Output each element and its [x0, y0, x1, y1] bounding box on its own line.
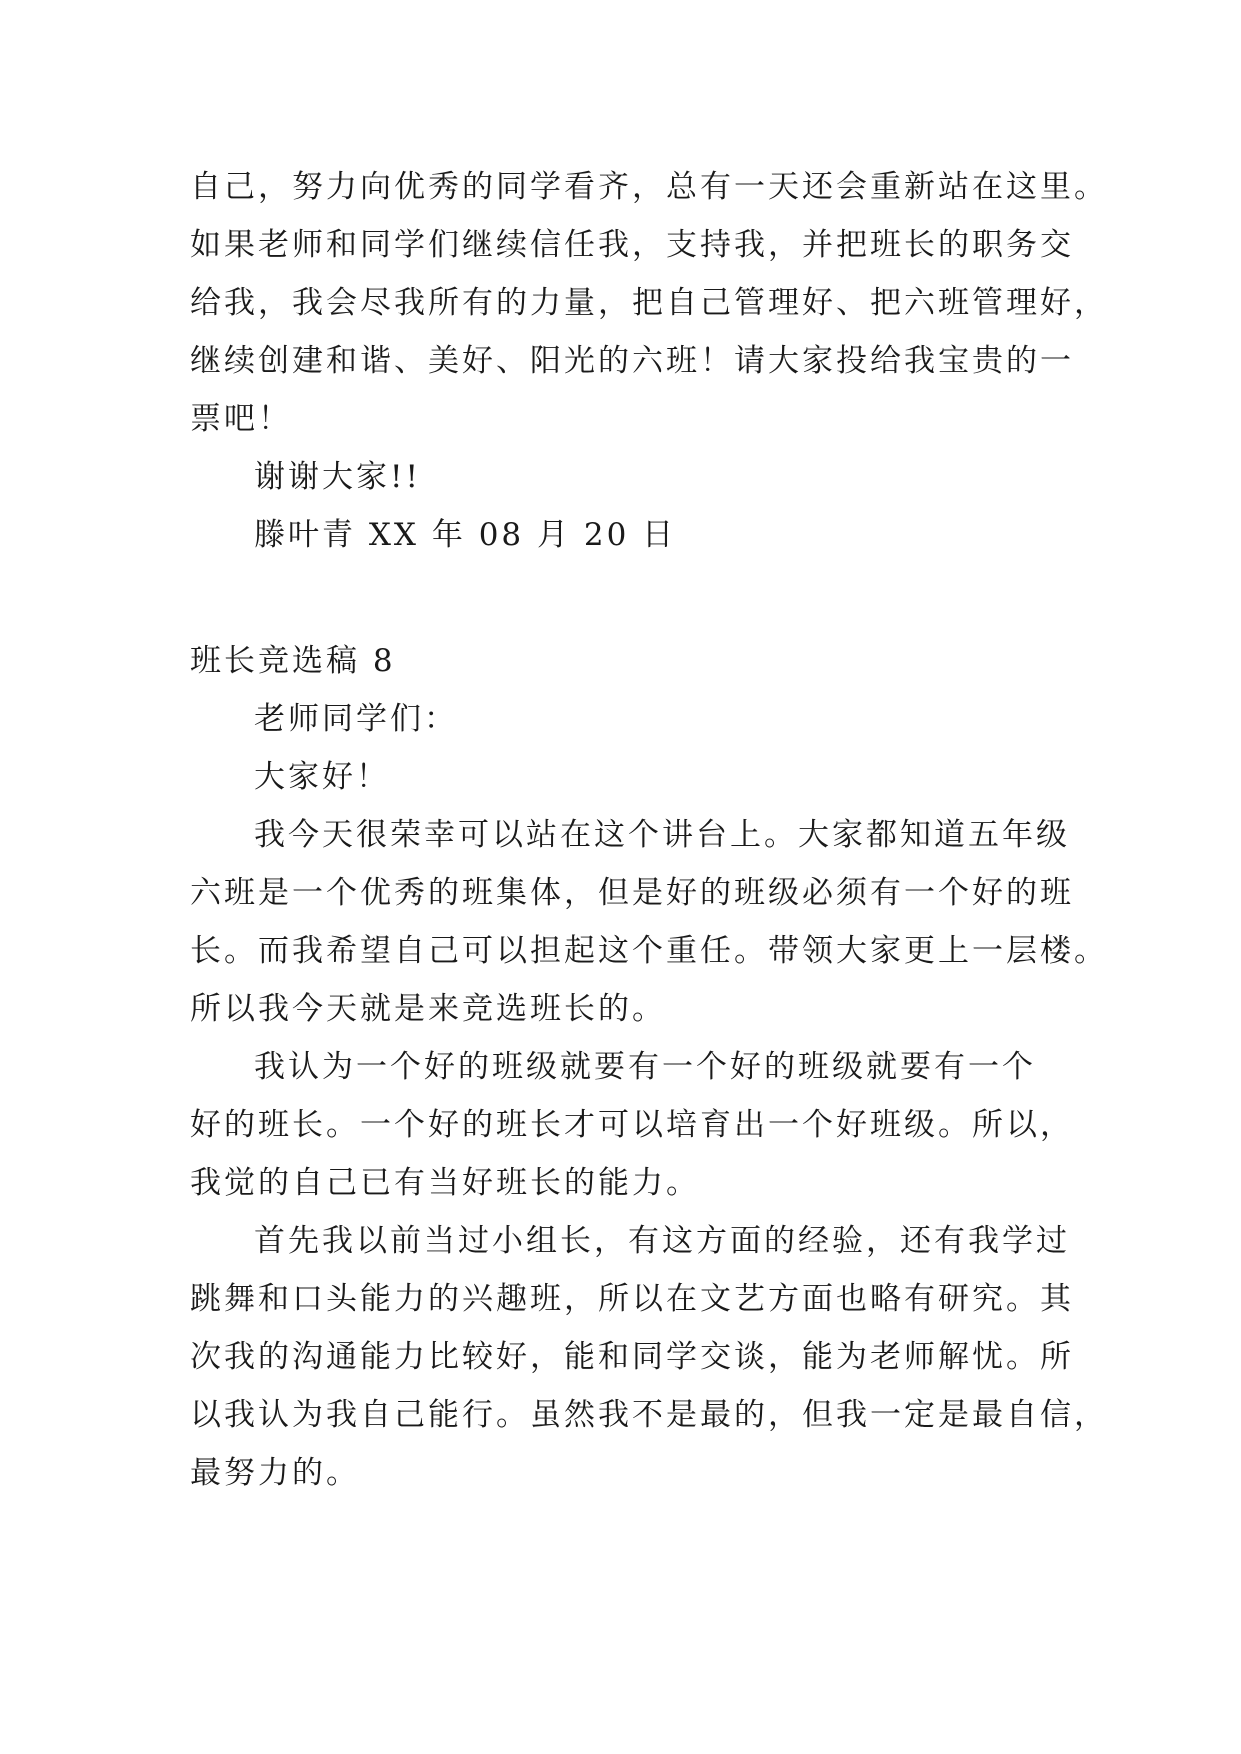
paragraph-line: 好的班长。一个好的班长才可以培育出一个好班级。所以， — [190, 1107, 1074, 1143]
section-spacer — [190, 564, 1055, 622]
paragraph-line: 票吧！ — [190, 401, 292, 437]
paragraph-line: 首先我以前当过小组长，有这方面的经验，还有我学过 — [254, 1223, 1070, 1259]
paragraph-line: 最努力的。 — [190, 1455, 360, 1491]
speech-paragraph-2 — [190, 1038, 1074, 1212]
section-spacer — [190, 622, 1055, 632]
speech-paragraph-3 — [190, 1212, 1108, 1502]
speech-title: 班长竞选稿 8 — [190, 643, 396, 679]
paragraph-line: 我今天很荣幸可以站在这个讲台上。大家都知道五年级 — [254, 817, 1070, 853]
speech-paragraph-1 — [190, 806, 1108, 1038]
paragraph-line: 所以我今天就是来竞选班长的。 — [190, 991, 666, 1027]
paragraph-line: 给我，我会尽我所有的力量，把自己管理好、把六班管理好， — [190, 285, 1108, 321]
salutation-line: 老师同学们： — [254, 701, 458, 737]
paragraph-line: 我认为一个好的班级就要有一个好的班级就要有一个 — [254, 1049, 1036, 1085]
greeting-line: 大家好！ — [254, 759, 390, 795]
document-body — [190, 158, 1108, 1502]
closing-paragraph — [190, 158, 1108, 448]
paragraph-line: 如果老师和同学们继续信任我，支持我，并把班长的职务交 — [190, 227, 1074, 263]
paragraph-line: 长。而我希望自己可以担起这个重任。带领大家更上一层楼。 — [190, 933, 1108, 969]
paragraph-line: 继续创建和谐、美好、阳光的六班！请大家投给我宝贵的一 — [190, 343, 1074, 379]
paragraph-line: 跳舞和口头能力的兴趣班，所以在文艺方面也略有研究。其 — [190, 1281, 1074, 1317]
paragraph-line: 以我认为我自己能行。虽然我不是最的，但我一定是最自信， — [190, 1397, 1108, 1433]
paragraph-line: 次我的沟通能力比较好，能和同学交谈，能为老师解忧。所 — [190, 1339, 1074, 1375]
paragraph-line: 我觉的自己已有当好班长的能力。 — [190, 1165, 700, 1201]
paragraph-line: 六班是一个优秀的班集体，但是好的班级必须有一个好的班 — [190, 875, 1074, 911]
thanks-line: 谢谢大家!! — [254, 459, 421, 495]
paragraph-line: 自己，努力向优秀的同学看齐，总有一天还会重新站在这里。 — [190, 169, 1108, 205]
signature-line: 滕叶青 XX 年 08 月 20 日 — [254, 517, 677, 553]
